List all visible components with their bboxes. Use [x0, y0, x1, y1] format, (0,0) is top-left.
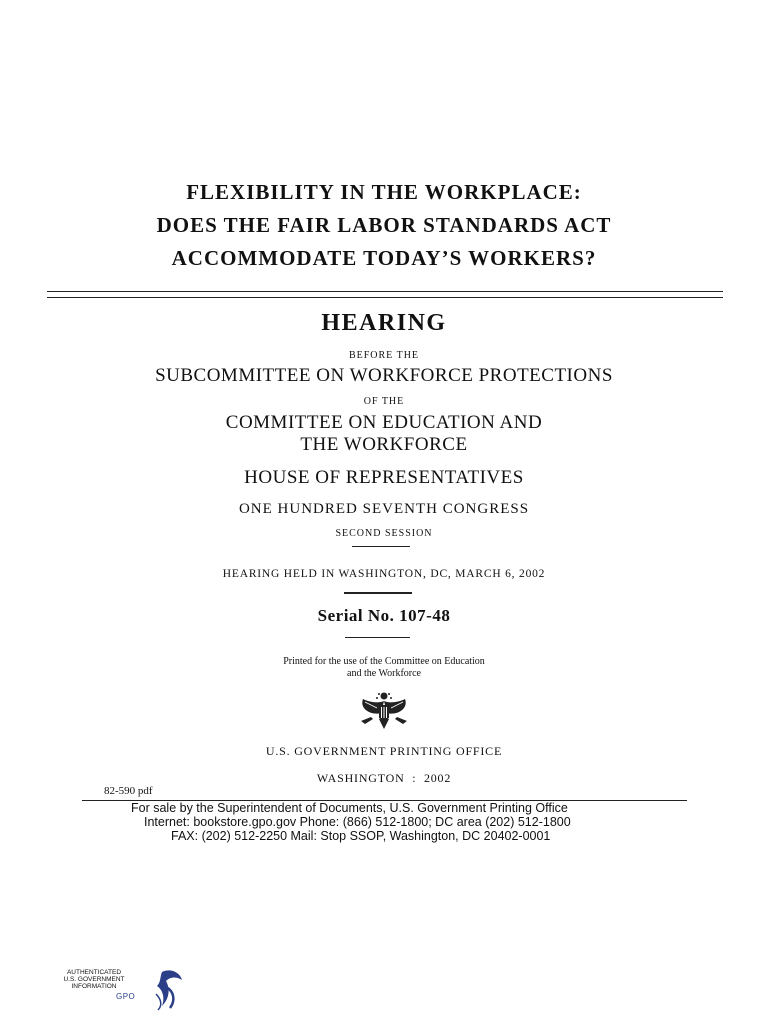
congress-line: ONE HUNDRED SEVENTH CONGRESS — [238, 501, 530, 517]
house-name: HOUSE OF REPRESENTATIVES — [244, 467, 524, 488]
printed-line-1: Printed for the use of the Committee on Education — [283, 656, 485, 667]
title-line-2: DOES THE FAIR LABOR STANDARDS ACT — [156, 213, 612, 237]
serial-rule — [345, 637, 410, 638]
great-seal-icon — [357, 691, 411, 733]
gpo-mark: GPO — [116, 992, 136, 1001]
of-the-label: OF THE — [363, 396, 405, 407]
sale-line-3: FAX: (202) 512-2250 Mail: Stop SSOP, Washington, DC 20402-0001 — [171, 829, 551, 843]
serial-number: Serial No. 107-48 — [317, 606, 451, 625]
sale-line-2: Internet: bookstore.gpo.gov Phone: (866) 512-1800; DC area (202) 512-1800 — [144, 815, 571, 829]
printed-line-2: and the Workforce — [347, 668, 421, 679]
place-date: WASHINGTON : 2002 — [316, 771, 452, 785]
hearing-heading: HEARING — [321, 310, 447, 336]
hearing-held-line: HEARING HELD IN WASHINGTON, DC, MARCH 6, 2002 — [222, 568, 546, 580]
held-rule — [344, 592, 412, 594]
job-number: 82-590 pdf — [104, 785, 153, 797]
printing-office: U.S. GOVERNMENT PRINTING OFFICE — [265, 744, 503, 758]
session-rule — [352, 546, 410, 547]
committee-line-1: COMMITTEE ON EDUCATION AND — [225, 412, 543, 433]
gpo-text-line-3: INFORMATION — [71, 983, 117, 990]
title-line-3: ACCOMMODATE TODAY’S WORKERS? — [171, 246, 597, 270]
gpo-text-line-2: U.S. GOVERNMENT — [63, 976, 125, 983]
title-rule-bottom — [47, 297, 723, 298]
committee-line-2: THE WORKFORCE — [300, 434, 468, 455]
subcommittee-name: SUBCOMMITTEE ON WORKFORCE PROTECTIONS — [155, 365, 613, 386]
sale-line-1: For sale by the Superintendent of Documents, U.S. Government Printing Office — [131, 801, 568, 815]
title-line-1: FLEXIBILITY IN THE WORKPLACE: — [186, 180, 582, 204]
session-line: SECOND SESSION — [335, 528, 433, 539]
before-the-label: BEFORE THE — [348, 350, 420, 361]
title-rule-top — [47, 291, 723, 292]
gpo-text-line-1: AUTHENTICATED — [66, 969, 122, 976]
